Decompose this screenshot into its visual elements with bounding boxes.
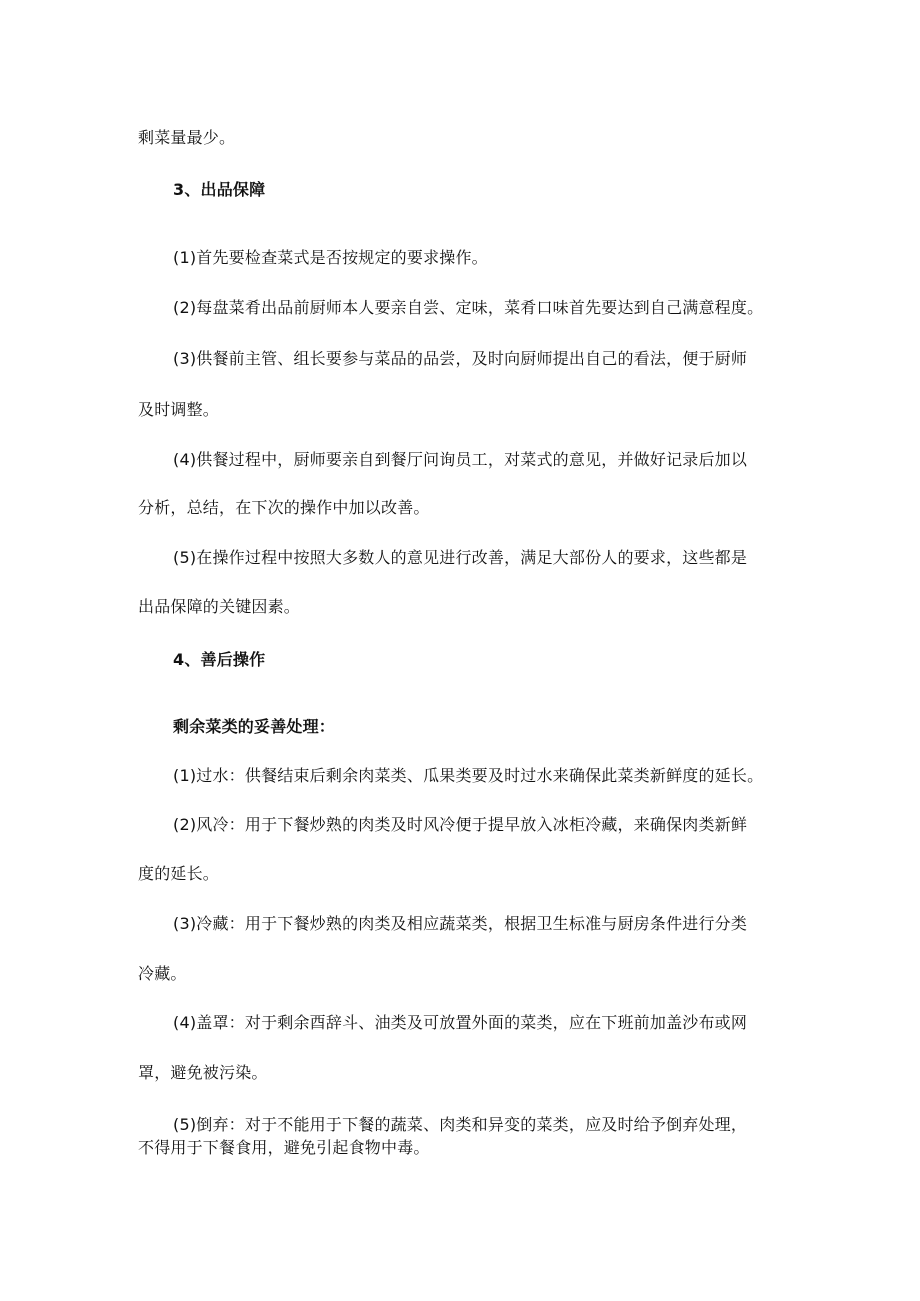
section-heading: 3、出品保障 [173,180,266,199]
list-item: (5)在操作过程中按照大多数人的意见进行改善，满足大部份人的要求，这些都是 [173,548,748,567]
paragraph-line: 剩菜量最少。 [138,128,236,147]
list-item: (1)首先要检查菜式是否按规定的要求操作。 [173,248,488,267]
paragraph-line: 罩，避免被污染。 [138,1063,268,1082]
section-heading: 4、善后操作 [173,650,266,669]
list-item: (4)盖罩：对于剩余酉辞斗、油类及可放置外面的菜类，应在下班前加盖沙布或网 [173,1013,748,1032]
paragraph-line: 出品保障的关键因素。 [138,597,301,616]
paragraph-line: 不得用于下餐食用，避免引起食物中毒。 [138,1138,430,1157]
paragraph-line: 冷藏。 [138,964,187,983]
subheading: 剩余菜类的妥善处理： [173,717,336,736]
paragraph-line: 分析，总结，在下次的操作中加以改善。 [138,498,430,517]
list-item: (3)冷藏：用于下餐炒熟的肉类及相应蔬菜类，根据卫生标准与厨房条件进行分类 [173,914,748,933]
list-item: (5)倒弃：对于不能用于下餐的蔬菜、肉类和异变的菜类，应及时给予倒弃处理， [173,1115,748,1134]
list-item: (4)供餐过程中，厨师要亲自到餐厅问询员工，对菜式的意见，并做好记录后加以 [173,450,748,469]
paragraph-line: 度的延长。 [138,864,220,883]
list-item: (2)风冷：用于下餐炒熟的肉类及时风冷便于提早放入冰柜冷藏，来确保肉类新鲜 [173,815,748,834]
list-item: (3)供餐前主管、组长要参与菜品的品尝，及时向厨师提出自己的看法，便于厨师 [173,349,748,368]
paragraph-line: 及时调整。 [138,400,220,419]
list-item: (1)过水：供餐结束后剩余肉菜类、瓜果类要及时过水来确保此菜类新鲜度的延长。 [173,766,764,785]
list-item: (2)每盘菜肴出品前厨师本人要亲自尝、定味，菜肴口味首先要达到自己满意程度。 [173,298,764,317]
